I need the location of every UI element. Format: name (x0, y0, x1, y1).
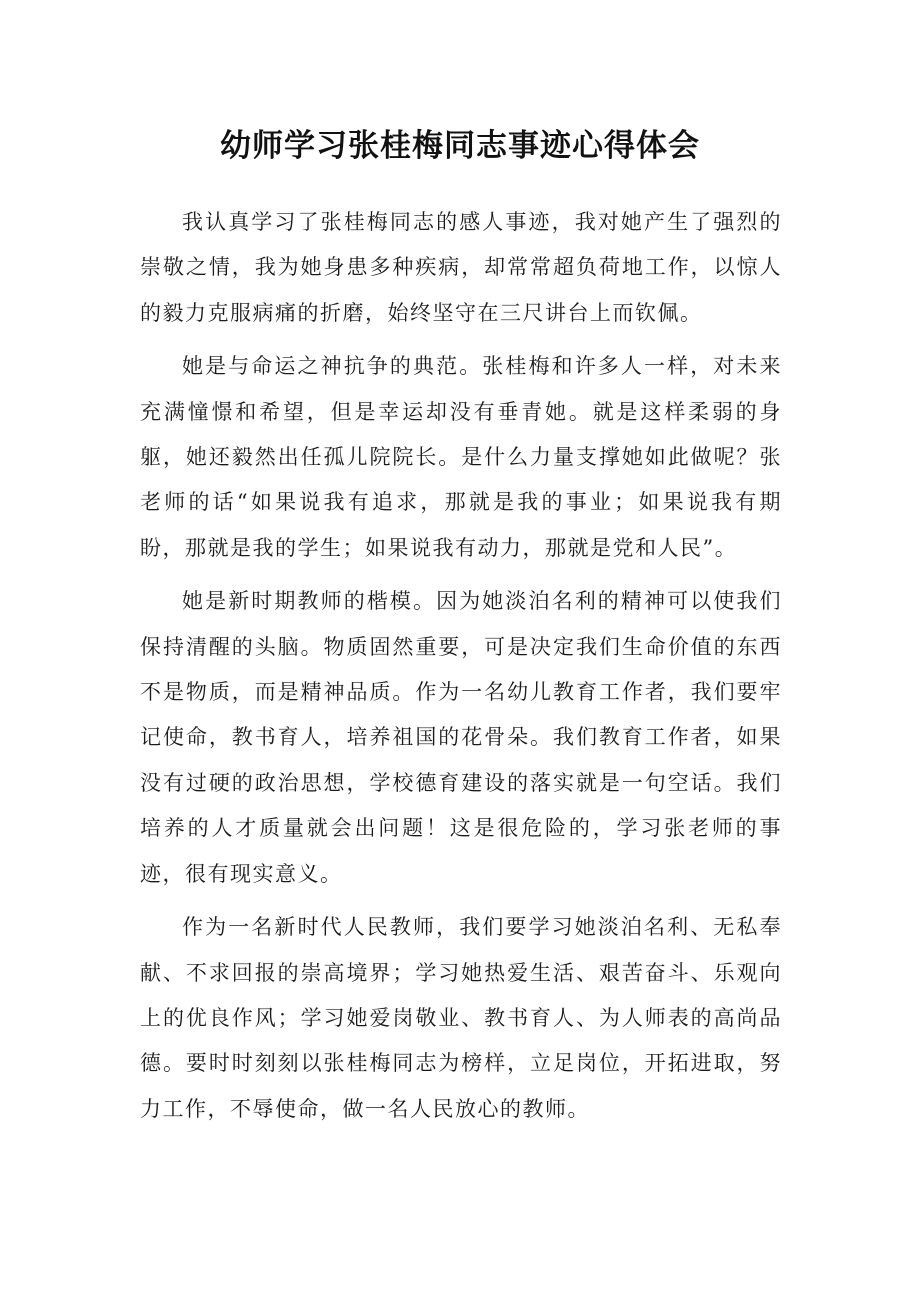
paragraph-4: 作为一名新时代人民教师，我们要学习她淡泊名利、无私奉献、不求回报的崇高境界；学习她热爱生活、艰苦奋斗、乐观向上的优良作风；学习她爱岗敬业、教书育人、为人师表的高尚品德。要时时刻刻以张桂梅同志为榜样，立足岗位，开拓进取，努力工作，不辱使命，做一名人民放心的教师。 (140, 915, 782, 1121)
paragraph-3: 她是新时期教师的楷模。因为她淡泊名利的精神可以使我们保持清醒的头脑。物质固然重要，可是决定我们生命价值的东西不是物质，而是精神品质。作为一名幼儿教育工作者，我们要牢记使命，教书育人，培养祖国的花骨朵。我们教育工作者，如果没有过硬的政治思想，学校德育建设的落实就是一句空话。我们培养的人才质量就会出问题！这是很危险的，学习张老师的事迹，很有现实意义。 (140, 589, 782, 886)
paragraph-1: 我认真学习了张桂梅同志的感人事迹，我对她产生了强烈的崇敬之情，我为她身患多种疾病，却常常超负荷地工作，以惊人的毅力克服病痛的折磨，始终坚守在三尺讲台上而钦佩。 (140, 210, 782, 325)
document-title: 幼师学习张桂梅同志事迹心得体会 (220, 128, 700, 164)
paragraph-2: 她是与命运之神抗争的典范。张桂梅和许多人一样，对未来充满憧憬和希望，但是幸运却没有垂青她。就是这样柔弱的身躯，她还毅然出任孤儿院院长。是什么力量支撑她如此做呢？张老师的话“如果说我有追求，那就是我的事业；如果说我有期盼，那就是我的学生；如果说我有动力，那就是党和人民”。 (140, 354, 782, 560)
document-body (140, 200, 782, 1140)
